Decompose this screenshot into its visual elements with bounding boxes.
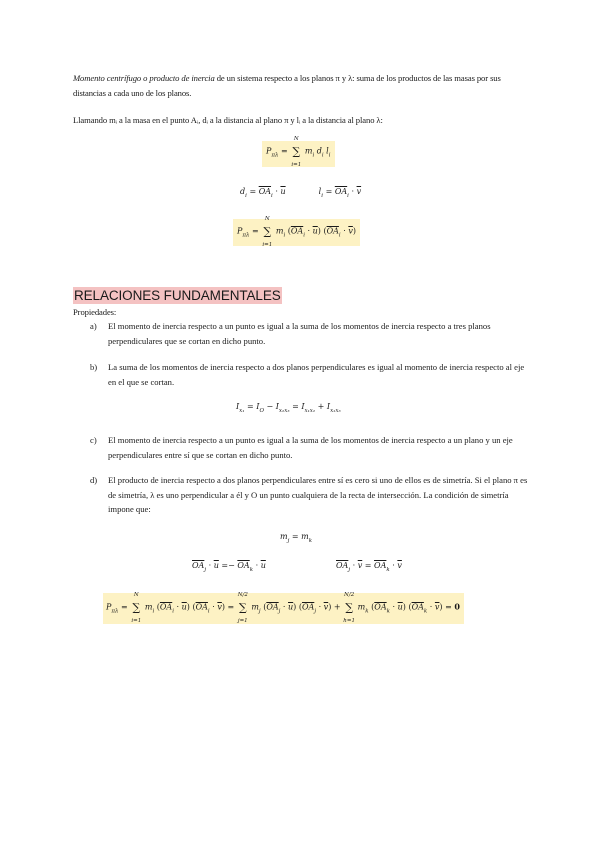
list-item-label: b) bbox=[90, 362, 98, 372]
formula-axis-relation: $I_{x_1} = I_O - I_{x_2x_3} = I_{x_1x_2} + I_{x_1x_3}$ bbox=[236, 402, 341, 414]
intro-rest: de un sistema respecto a los planos π y λ: suma de los productos de las masas por sus distancias a cada uno de los planos. bbox=[73, 73, 501, 98]
calling-paragraph: Llamando mᵢ a la masa en el punto Aᵢ, dᵢ a la distancia al plano π y lᵢ a la distancia al plano λ: bbox=[73, 115, 383, 125]
section-heading: RELACIONES FUNDAMENTALES bbox=[74, 288, 281, 303]
formula-symmetry-u: $\overline{OA}_j \cdot \overline{u} =- \overline{OA}_k \cdot \overline{u}$ bbox=[192, 561, 266, 573]
list-item-text: El producto de inercia respecto a dos planos perpendiculares entre sí es cero si uno de ellos es de simetría. Si el plano π es de simetría, λ es uno perpendicular a él y O un punto cualquiera de la recta de intersección. La condición de simetría impone que: bbox=[108, 475, 528, 514]
formula-product-inertia-definition: $P_{\pi\lambda}$ = N ∑ i=1 $m_i$ $d_i$ $l_i$ bbox=[262, 141, 335, 167]
list-item bbox=[90, 319, 530, 348]
list-item bbox=[90, 433, 530, 462]
formula-distances: $d_i = \overline{OA}_i \cdot \overline{u}$ $l_i = \overline{OA}_i \cdot \overline{v}$ bbox=[240, 187, 362, 199]
formula-symmetry-result: $P_{\pi\lambda}$ = N ∑ i=1 $m_i$ $(\overline{OA}_i \cdot \overline{u}) (\overline{OA}_i \cdot \overline{v})$ = N/2 ∑ j=1 $m_j$ $(\overline{OA}_j \cdot \overline{u}) (\overline{OA}_j \cdot \overline{v})$ + N/2 ∑ h=1 $m_k$ $(\overline{OA}_k \cdot \overline{u}) (\overline{OA}_k \cdot \overline{v}) = 0$ bbox=[103, 593, 464, 624]
list-item-label: c) bbox=[90, 435, 97, 445]
formula-product-inertia-vector: $P_{\pi\lambda}$ = N ∑ i=1 $m_i$ $(\overline{OA}_i \cdot \overline{u}) (\overline{OA}_i \cdot \overline{v})$ bbox=[233, 219, 360, 246]
properties-label: Propiedades: bbox=[73, 307, 117, 317]
intro-paragraph bbox=[73, 71, 528, 101]
formula-symmetry-v: $\overline{OA}_j \cdot \overline{v} = \overline{OA}_k \cdot \overline{v}$ bbox=[336, 561, 402, 573]
list-item-label: a) bbox=[90, 321, 97, 331]
list-item-text: El momento de inercia respecto a un punto es igual a la suma de los momentos de inercia respecto a un plano y un eje perpendiculares entre sí que se cortan en dicho punto. bbox=[108, 435, 513, 460]
formula-equal-masses: $m_j = m_k$ bbox=[280, 532, 313, 544]
list-item-text: El momento de inercia respecto a un punto es igual a la suma de los momentos de inercia respecto a tres planos perpendiculares que se cortan en dicho punto. bbox=[108, 321, 491, 346]
list-item-text: La suma de los momentos de inercia respecto a dos planos perpendiculares es igual al momento de inercia respecto al eje en el que se cortan. bbox=[108, 362, 525, 387]
list-item-label: d) bbox=[90, 475, 98, 485]
list-item bbox=[90, 473, 530, 517]
list-item bbox=[90, 360, 530, 389]
intro-term: Momento centrífugo o producto de inercia bbox=[73, 73, 215, 83]
